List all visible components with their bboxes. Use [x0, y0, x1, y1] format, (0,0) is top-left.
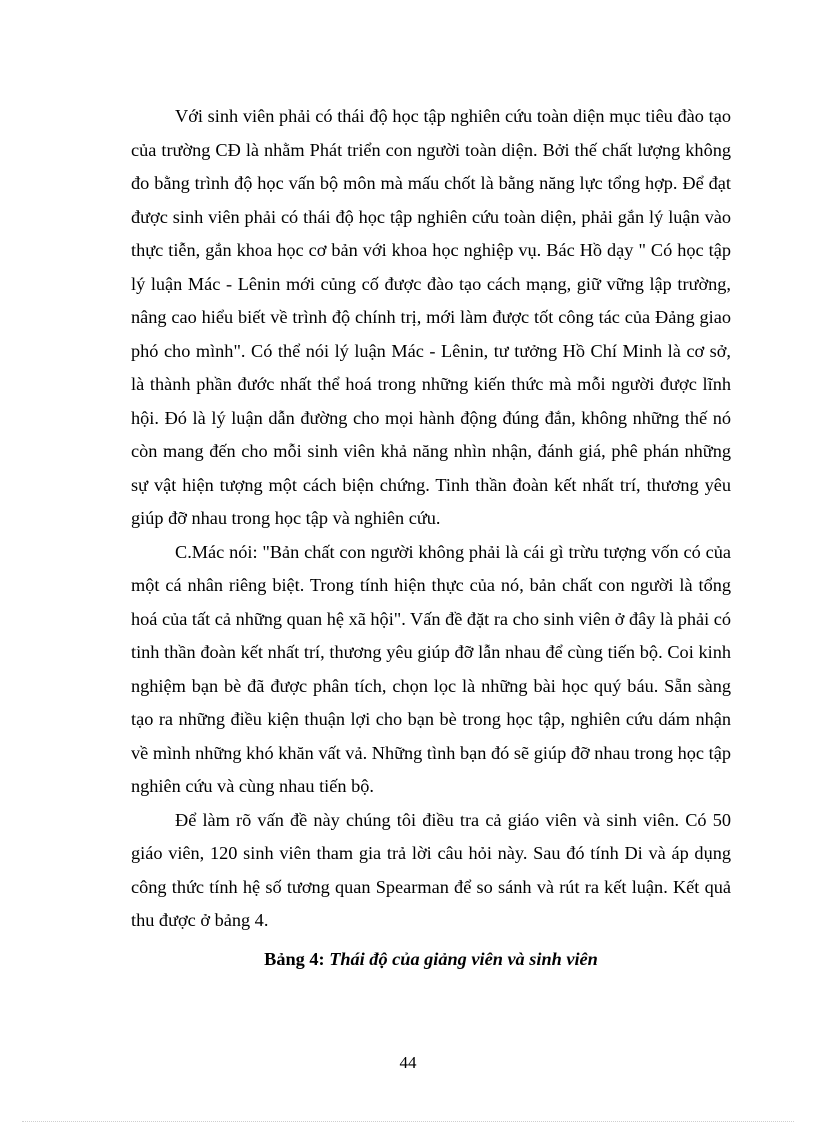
- page-number: 44: [399, 1053, 417, 1072]
- paragraph-2: C.Mác nói: "Bản chất con người không phải là cái gì trừu tượng vốn có của một cá nhân riêng biệt. Trong tính hiện thực của nó, bản chất con người là tổng hoá của tất cả những quan hệ xã hội". Vấn đề đặt ra cho sinh viên ở đây là phải có tinh thần đoàn kết nhất trí, thương yêu giúp đỡ lẫn nhau để cùng tiến bộ. Coi kinh nghiệm bạn bè đã được phân tích, chọn lọc là những bài học quý báu. Sẵn sàng tạo ra những điều kiện thuận lợi cho bạn bè trong học tập, nghiên cứu dám nhận về mình những khó khăn vất vả. Những tình bạn đó sẽ giúp đỡ nhau trong học tập nghiên cứu và cùng nhau tiến bộ.: [131, 541, 731, 796]
- table-caption-separator: :: [318, 948, 330, 969]
- table-caption: [131, 943, 731, 977]
- table-caption-label: Bảng 4: [264, 948, 319, 969]
- paragraph-3: Để làm rõ vấn đề này chúng tôi điều tra cả giáo viên và sinh viên. Có 50 giáo viên, 120 sinh viên tham gia trả lời câu hỏi này. Sau đó tính Di và áp dụng công thức tính hệ số tương quan Spearman để so sánh và rút ra kết luận. Kết quả thu được ở bảng 4.: [131, 809, 731, 930]
- page-bottom-divider: [22, 1121, 794, 1122]
- table-caption-title: Thái độ của giảng viên và sinh viên: [329, 948, 598, 969]
- paragraph-1: Với sinh viên phải có thái độ học tập nghiên cứu toàn diện mục tiêu đào tạo của trường CĐ là nhằm Phát triển con người toàn diện. Bởi thế chất lượng không đo bằng trình độ học vấn bộ môn mà mấu chốt là bằng năng lực tổng hợp. Để đạt được sinh viên phải có thái độ học tập nghiên cứu toàn diện, phải gắn lý luận vào thực tiễn, gắn khoa học cơ bản với khoa học nghiệp vụ. Bác Hồ dạy " Có học tập lý luận Mác - Lênin mới củng cố được đào tạo cách mạng, giữ vững lập trường, nâng cao hiểu biết về trình độ chính trị, mới làm được tốt công tác của Đảng giao phó cho mình". Có thể nói lý luận Mác - Lênin, tư tưởng Hồ Chí Minh là cơ sở, là thành phần đước nhất thể hoá trong những kiến thức mà mỗi người được lĩnh hội. Đó là lý luận dẫn đường cho mọi hành động đúng đắn, không những thế nó còn mang đến cho mỗi sinh viên khả năng nhìn nhận, đánh giá, phê phán những sự vật hiện tượng một cách biện chứng. Tinh thần đoàn kết nhất trí, thương yêu giúp đỡ nhau trong học tập và nghiên cứu.: [131, 106, 731, 528]
- page-body: [131, 100, 731, 976]
